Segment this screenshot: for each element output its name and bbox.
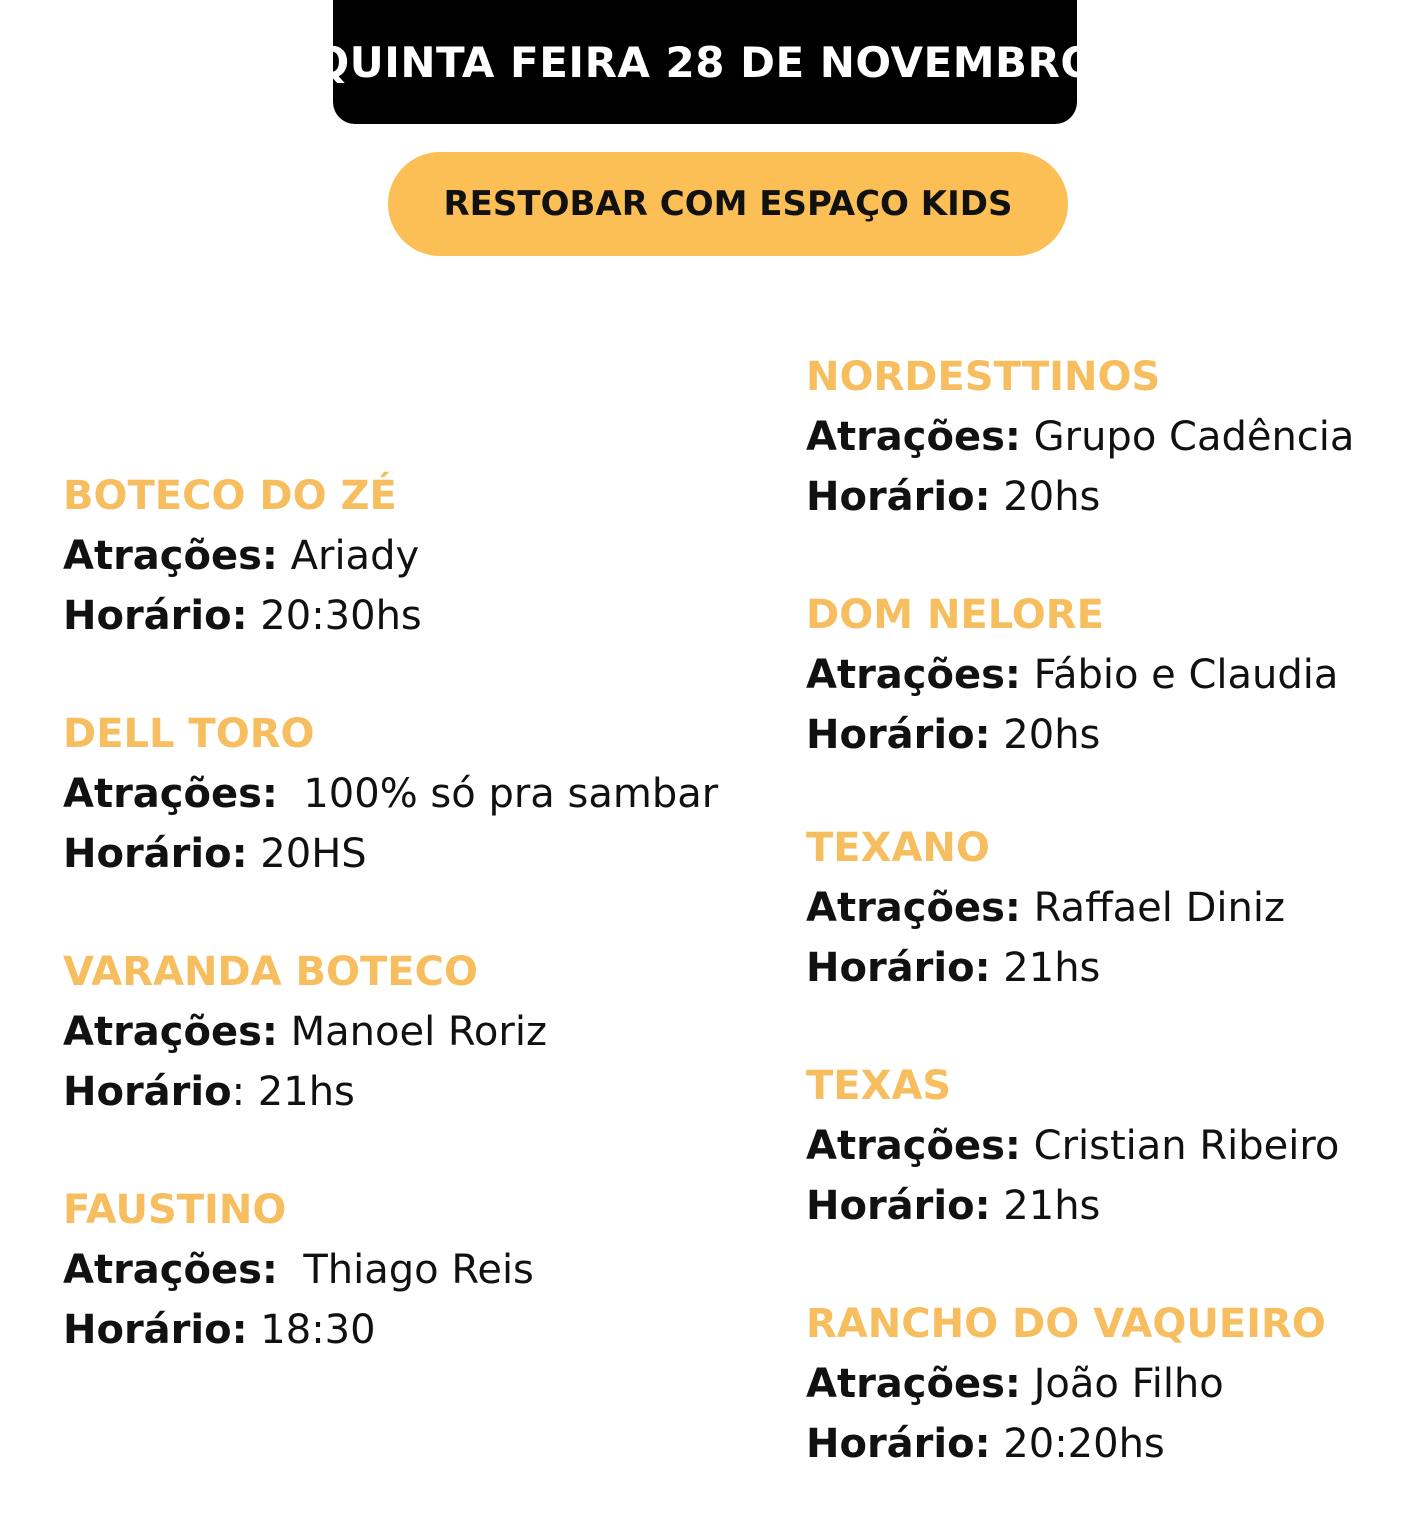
time-value: 18:30: [247, 1307, 376, 1353]
time-line: [63, 1062, 703, 1122]
time-value: 20:20hs: [990, 1421, 1165, 1467]
venue-name: TEXAS: [806, 1063, 952, 1109]
attractions-label: Atrações:: [63, 533, 278, 579]
attractions-line: [806, 1116, 1428, 1176]
attraction-value: Raffael Diniz: [1020, 885, 1285, 931]
venue-card-nordesttinos: [806, 347, 1428, 527]
attraction-value: Cristian Ribeiro: [1020, 1123, 1340, 1169]
time-line: [806, 705, 1428, 765]
venue-card-faustino: [63, 1180, 703, 1360]
attraction-value: 100% só pra sambar: [277, 771, 719, 817]
venue-card-dom-nelore: [806, 585, 1428, 765]
date-banner: [313, 0, 1097, 124]
time-value: 21hs: [990, 1183, 1101, 1229]
attractions-line: [806, 878, 1428, 938]
venue-name: VARANDA BOTECO: [63, 949, 478, 995]
venue-name: DOM NELORE: [806, 592, 1104, 638]
attractions-label: Atrações:: [63, 1009, 278, 1055]
time-line: [63, 1300, 703, 1360]
time-line: [806, 467, 1428, 527]
time-line: [806, 1414, 1428, 1474]
time-line: [806, 938, 1428, 998]
attractions-line: [63, 1002, 703, 1062]
time-label: Horário:: [806, 712, 991, 758]
time-value: 20hs: [990, 474, 1101, 520]
category-label: RESTOBAR COM ESPAÇO KIDS: [443, 184, 1013, 224]
date-title: QUINTA FEIRA 28 DE NOVEMBRO: [313, 37, 1097, 87]
venue-name: BOTECO DO ZÉ: [63, 473, 397, 519]
attractions-line: [806, 1354, 1428, 1414]
time-label: Horário: [63, 1069, 232, 1115]
venue-name: DELL TORO: [63, 711, 315, 757]
time-label: Horário:: [63, 831, 248, 877]
time-line: [63, 586, 703, 646]
attraction-value: Manoel Roriz: [277, 1009, 547, 1055]
time-label: Horário:: [806, 945, 991, 991]
time-value: 21hs: [245, 1069, 355, 1115]
time-value: 20HS: [247, 831, 367, 877]
venue-name: RANCHO DO VAQUEIRO: [806, 1301, 1326, 1347]
attraction-value: Fábio e Claudia: [1020, 652, 1339, 698]
attractions-label: Atrações:: [63, 771, 278, 817]
attraction-value: Thiago Reis: [277, 1247, 534, 1293]
attractions-label: Atrações:: [806, 414, 1021, 460]
venue-card-texas: [806, 1056, 1428, 1236]
venue-name: TEXANO: [806, 825, 990, 871]
attractions-line: [806, 407, 1428, 467]
attractions-line: [63, 1240, 703, 1300]
attractions-line: [63, 526, 703, 586]
attractions-label: Atrações:: [806, 1123, 1021, 1169]
time-label: Horário:: [806, 474, 991, 520]
attractions-label: Atrações:: [806, 1361, 1021, 1407]
attractions-line: [63, 764, 719, 824]
attraction-value: João Filho: [1020, 1361, 1224, 1407]
time-label: Horário:: [63, 1307, 248, 1353]
time-value: 21hs: [990, 945, 1101, 991]
time-line: [806, 1176, 1428, 1236]
attraction-value: Ariady: [277, 533, 420, 579]
time-line: [63, 824, 703, 884]
venue-card-texano: [806, 818, 1428, 998]
category-pill: [388, 152, 1068, 256]
attractions-line: [806, 645, 1428, 705]
venue-name: FAUSTINO: [63, 1187, 287, 1233]
attractions-label: Atrações:: [806, 885, 1021, 931]
venue-name: NORDESTTINOS: [806, 354, 1161, 400]
venue-card-boteco-do-ze: [63, 466, 703, 646]
time-value: 20hs: [990, 712, 1101, 758]
time-label: Horário:: [806, 1183, 991, 1229]
venue-card-dell-toro: [63, 704, 719, 884]
attraction-value: Grupo Cadência: [1020, 414, 1355, 460]
time-label: Horário:: [806, 1421, 991, 1467]
time-label: Horário:: [63, 593, 248, 639]
attractions-label: Atrações:: [63, 1247, 278, 1293]
venue-card-rancho-do-vaqueiro: [806, 1294, 1428, 1474]
time-value: 20:30hs: [247, 593, 422, 639]
time-colon: :: [231, 1069, 246, 1115]
venue-card-varanda-boteco: [63, 942, 703, 1122]
attractions-label: Atrações:: [806, 652, 1021, 698]
